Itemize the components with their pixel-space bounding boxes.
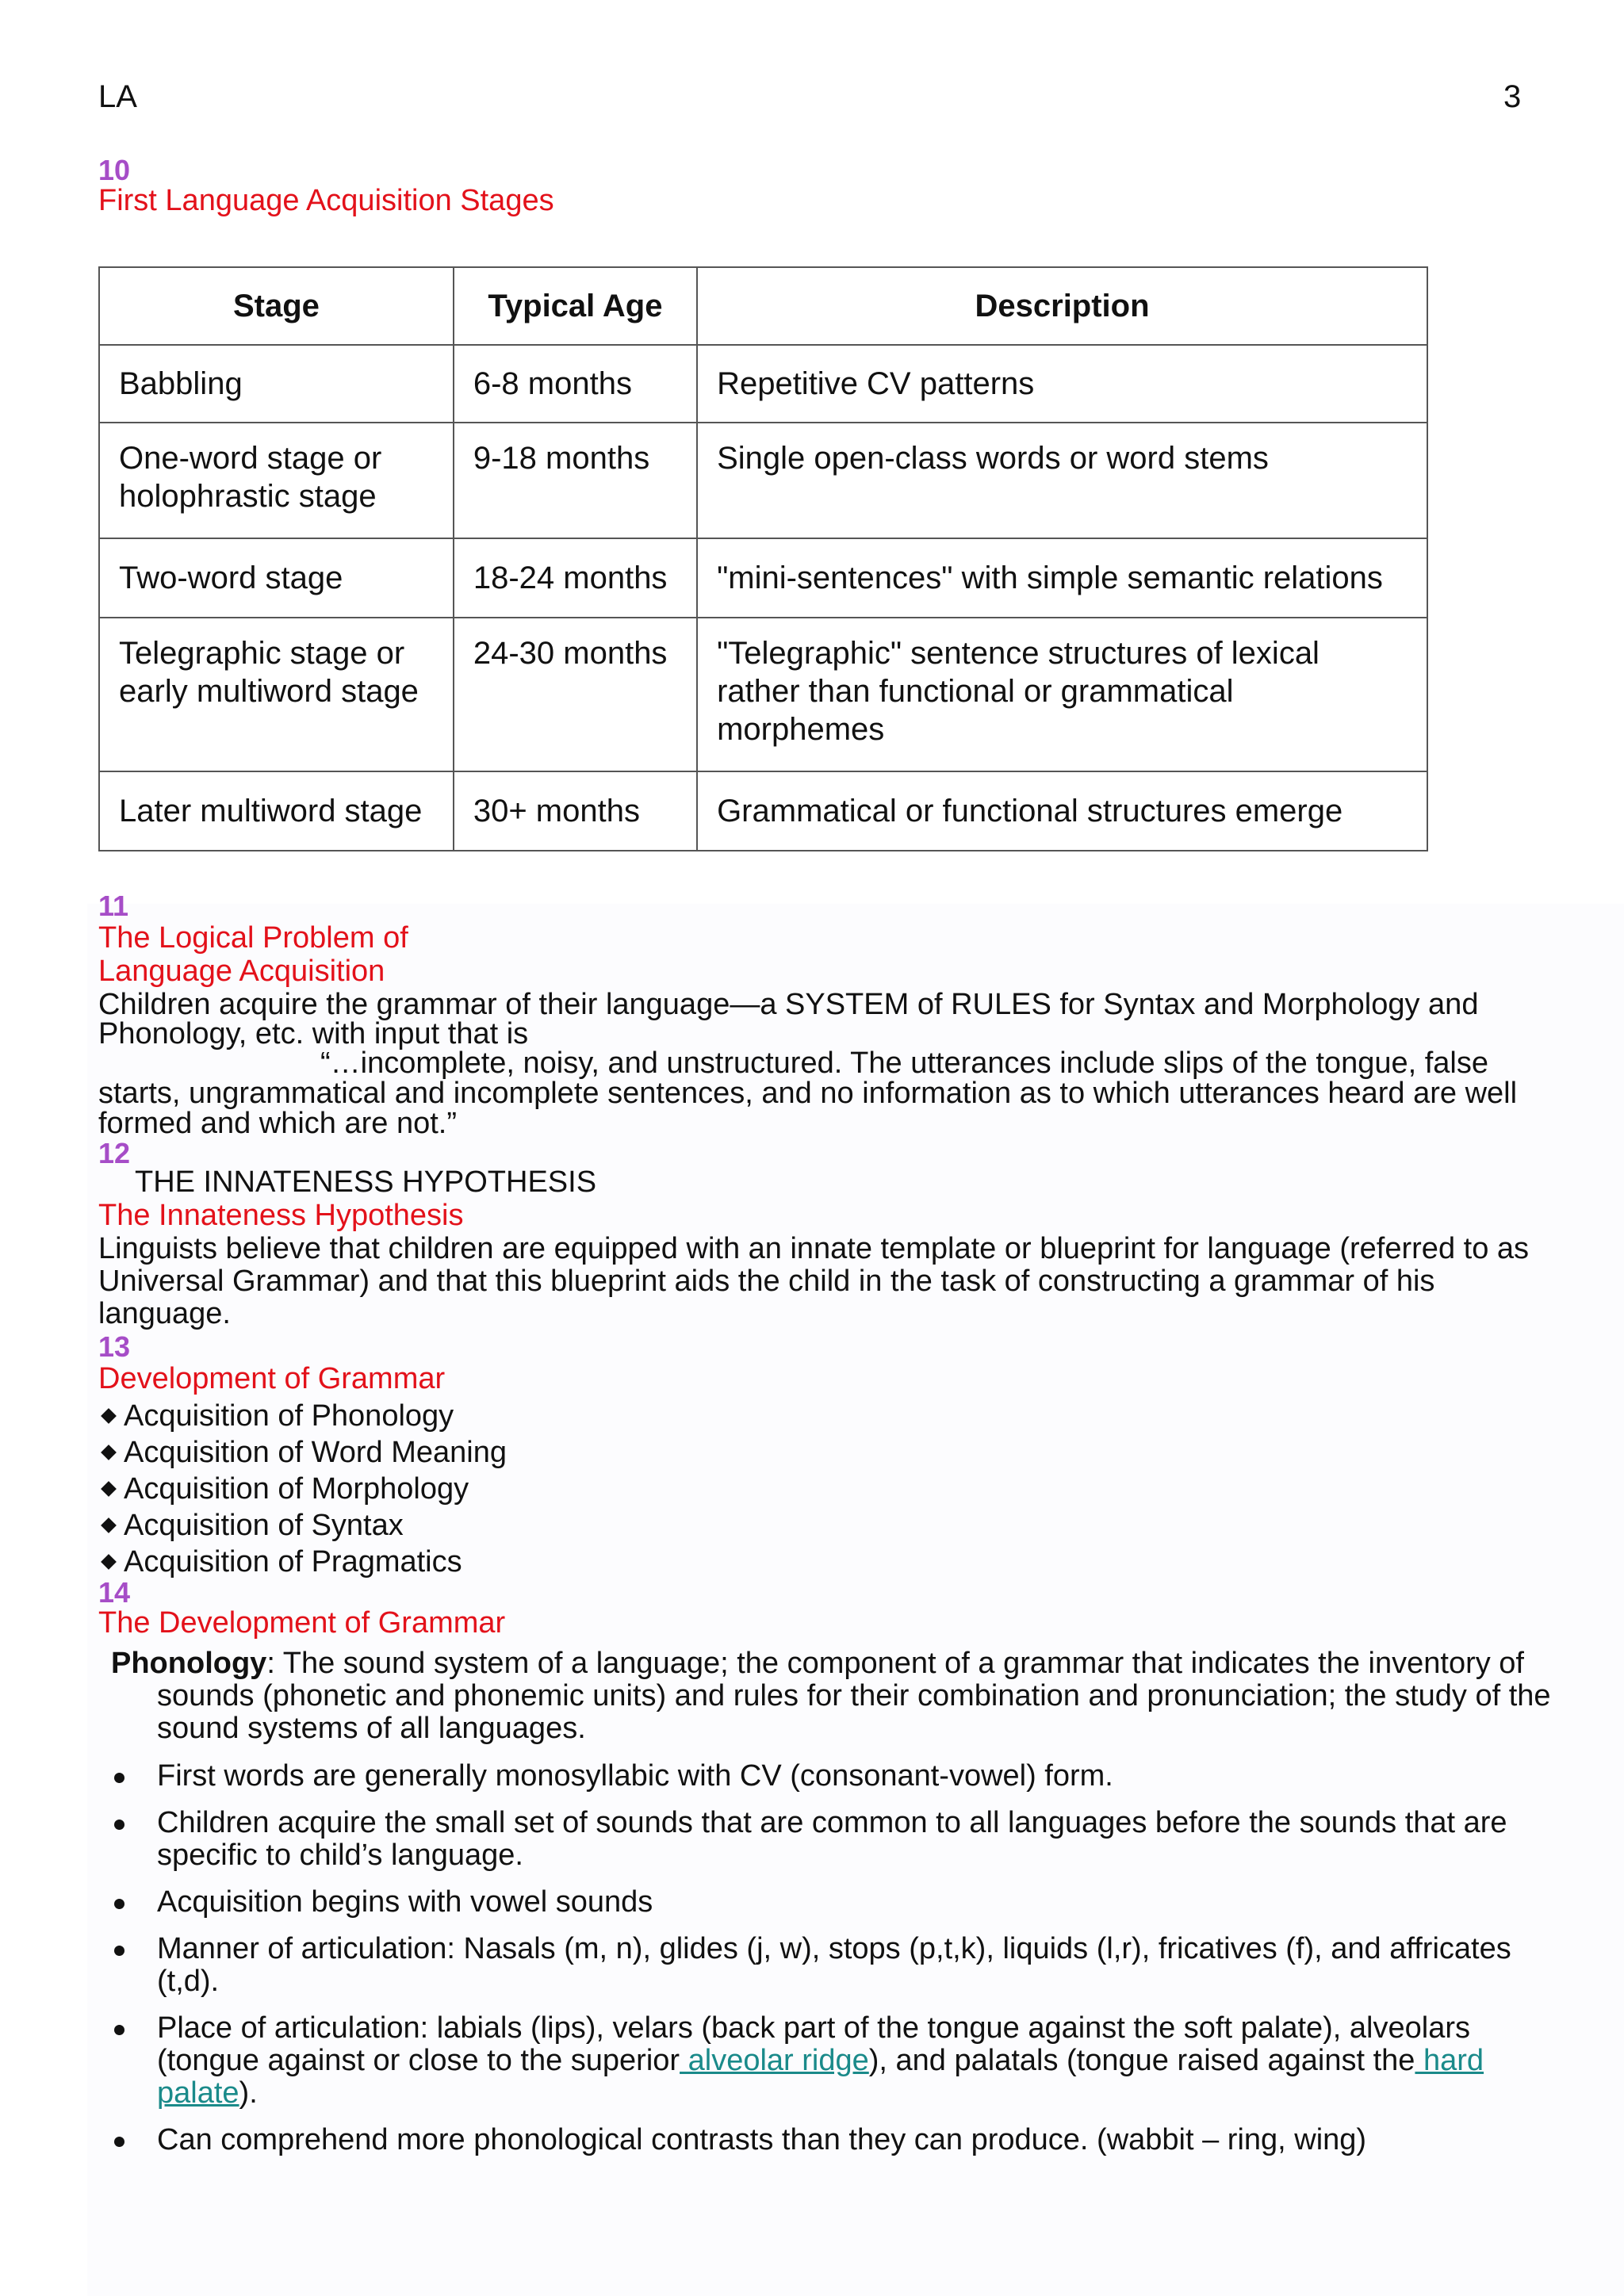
table-header-row [99, 267, 1427, 345]
bullet-icon [114, 1773, 124, 1783]
section-11-number: 11 [98, 890, 129, 922]
list-item [98, 1398, 507, 1434]
section-11-body-line1: Children acquire the grammar of their language—a SYSTEM of RULES for Syntax and Morphology and [98, 988, 1479, 1021]
table-cell: Single open-class words or word stems [697, 423, 1427, 538]
list-item [98, 1434, 507, 1471]
table-cell: Grammatical or functional structures emerge [697, 771, 1427, 851]
bullet-text: Children acquire the small set of sounds that are common to all languages before the sounds that are specific to child’s language. [157, 1806, 1507, 1872]
bullet-text: Manner of articulation: Nasals (m, n), glides (j, w), stops (p,t,k), liquids (l,r), fricatives (f), and affricates (t,d). [157, 1932, 1511, 1998]
section-12-title: The Innateness Hypothesis [98, 1199, 464, 1232]
table-cell: 18-24 months [454, 538, 697, 618]
bullet-icon [114, 1946, 124, 1956]
table-cell: Later multiword stage [99, 771, 454, 851]
bullet-icon [114, 2025, 124, 2035]
phonology-definition-text: : The sound system of a language; the component of a grammar that indicates the inventory of sounds (phonetic and phonemic units) and rules for their combination and pronunciation; the study of the sound systems of all languages. [157, 1647, 1551, 1745]
header-left: LA [98, 79, 137, 114]
section-12-body-line1: Linguists believe that children are equipped with an innate template or blueprint for language (referred to as [98, 1232, 1530, 1265]
list-item [98, 1544, 507, 1580]
list-item-text: Acquisition of Morphology [124, 1472, 469, 1506]
table-row [99, 618, 1427, 771]
development-list [98, 1398, 507, 1580]
phonology-bullets [111, 1760, 1522, 2171]
bullet-text: Can comprehend more phonological contrasts than they can produce. (wabbit – ring, wing) [157, 2123, 1367, 2156]
bullet-text: ), and palatals (tongue raised against the [868, 2044, 1415, 2077]
diamond-bullet-icon [101, 1517, 117, 1533]
table-cell: 6-8 months [454, 345, 697, 423]
list-item [111, 1933, 1522, 1998]
table-cell: Babbling [99, 345, 454, 423]
bullet-icon [114, 1820, 124, 1830]
list-item [111, 1807, 1522, 1872]
bullet-text: Place of articulation: labials (lips), velars (back part of the tongue against the soft palate), alveolars (tongue against or close to the superior [157, 2011, 1470, 2077]
table-row [99, 771, 1427, 851]
bullet-icon [114, 2137, 124, 2147]
section-11-title-line1: The Logical Problem of [98, 921, 408, 955]
list-item [111, 1886, 1522, 1919]
list-item-text: Acquisition of Word Meaning [124, 1436, 507, 1469]
phonology-term: Phonology [111, 1647, 267, 1680]
section-10-title: First Language Acquisition Stages [98, 184, 554, 217]
stages-table [98, 266, 1428, 851]
list-item [98, 1471, 507, 1507]
table-row [99, 423, 1427, 538]
page-number: 3 [1503, 79, 1522, 114]
section-13-title: Development of Grammar [98, 1362, 446, 1395]
section-11-title-line2: Language Acquisition [98, 955, 385, 988]
bullet-icon [114, 1899, 124, 1909]
section-14-number: 14 [98, 1576, 131, 1609]
table-cell: 9-18 months [454, 423, 697, 538]
table-cell: 24-30 months [454, 618, 697, 771]
table-cell: Two-word stage [99, 538, 454, 618]
section-10-number: 10 [98, 154, 131, 186]
list-item-text: Acquisition of Pragmatics [124, 1545, 462, 1578]
list-item [111, 2012, 1522, 2110]
list-item [111, 1760, 1522, 1793]
list-item [111, 2124, 1522, 2156]
diamond-bullet-icon [101, 1481, 117, 1497]
section-12-heading-caps: THE INNATENESS HYPOTHESIS [135, 1165, 597, 1199]
bullet-text: Acquisition begins with vowel sounds [157, 1885, 653, 1919]
list-item [98, 1507, 507, 1544]
table-row [99, 345, 1427, 423]
table-row [99, 538, 1427, 618]
table-cell: 30+ months [454, 771, 697, 851]
phonology-definition [111, 1647, 1568, 1745]
table-header-cell: Typical Age [454, 267, 697, 345]
bullet-text: First words are generally monosyllabic with CV (consonant-vowel) form. [157, 1759, 1113, 1793]
alveolar-ridge-link[interactable]: alveolar ridge [680, 2044, 869, 2077]
table-cell: "mini-sentences" with simple semantic relations [697, 538, 1427, 618]
table-cell: One-word stage or holophrastic stage [99, 423, 454, 538]
bullet-text: ). [239, 2076, 258, 2110]
diamond-bullet-icon [101, 1408, 117, 1424]
table-cell: "Telegraphic" sentence structures of lexical rather than functional or grammatical morphemes [697, 618, 1427, 771]
section-12-number: 12 [98, 1137, 131, 1169]
table-cell: Telegraphic stage or early multiword stage [99, 618, 454, 771]
table-cell: Repetitive CV patterns [697, 345, 1427, 423]
list-item-text: Acquisition of Phonology [124, 1399, 454, 1433]
list-item-text: Acquisition of Syntax [124, 1509, 404, 1542]
section-12-body-line3: language. [98, 1297, 231, 1330]
table-header-cell: Description [697, 267, 1427, 345]
diamond-bullet-icon [101, 1445, 117, 1460]
section-12-body-line2: Universal Grammar) and that this blueprint aids the child in the task of constructing a grammar of his [98, 1265, 1435, 1298]
table-header-cell: Stage [99, 267, 454, 345]
section-13-number: 13 [98, 1330, 131, 1363]
section-11-quote: “…incomplete, noisy, and unstructured. The utterances include slips of the tongue, false starts, ungrammatical and incomplete sentences, and no information as to which utterances heard are well formed and which are not.” [98, 1047, 1518, 1140]
section-11-body-line2: Phonology, etc. with input that is [98, 1017, 529, 1050]
diamond-bullet-icon [101, 1554, 117, 1570]
section-14-title: The Development of Grammar [98, 1606, 506, 1640]
hard-palate-link[interactable]: hard palate [157, 2044, 1484, 2110]
